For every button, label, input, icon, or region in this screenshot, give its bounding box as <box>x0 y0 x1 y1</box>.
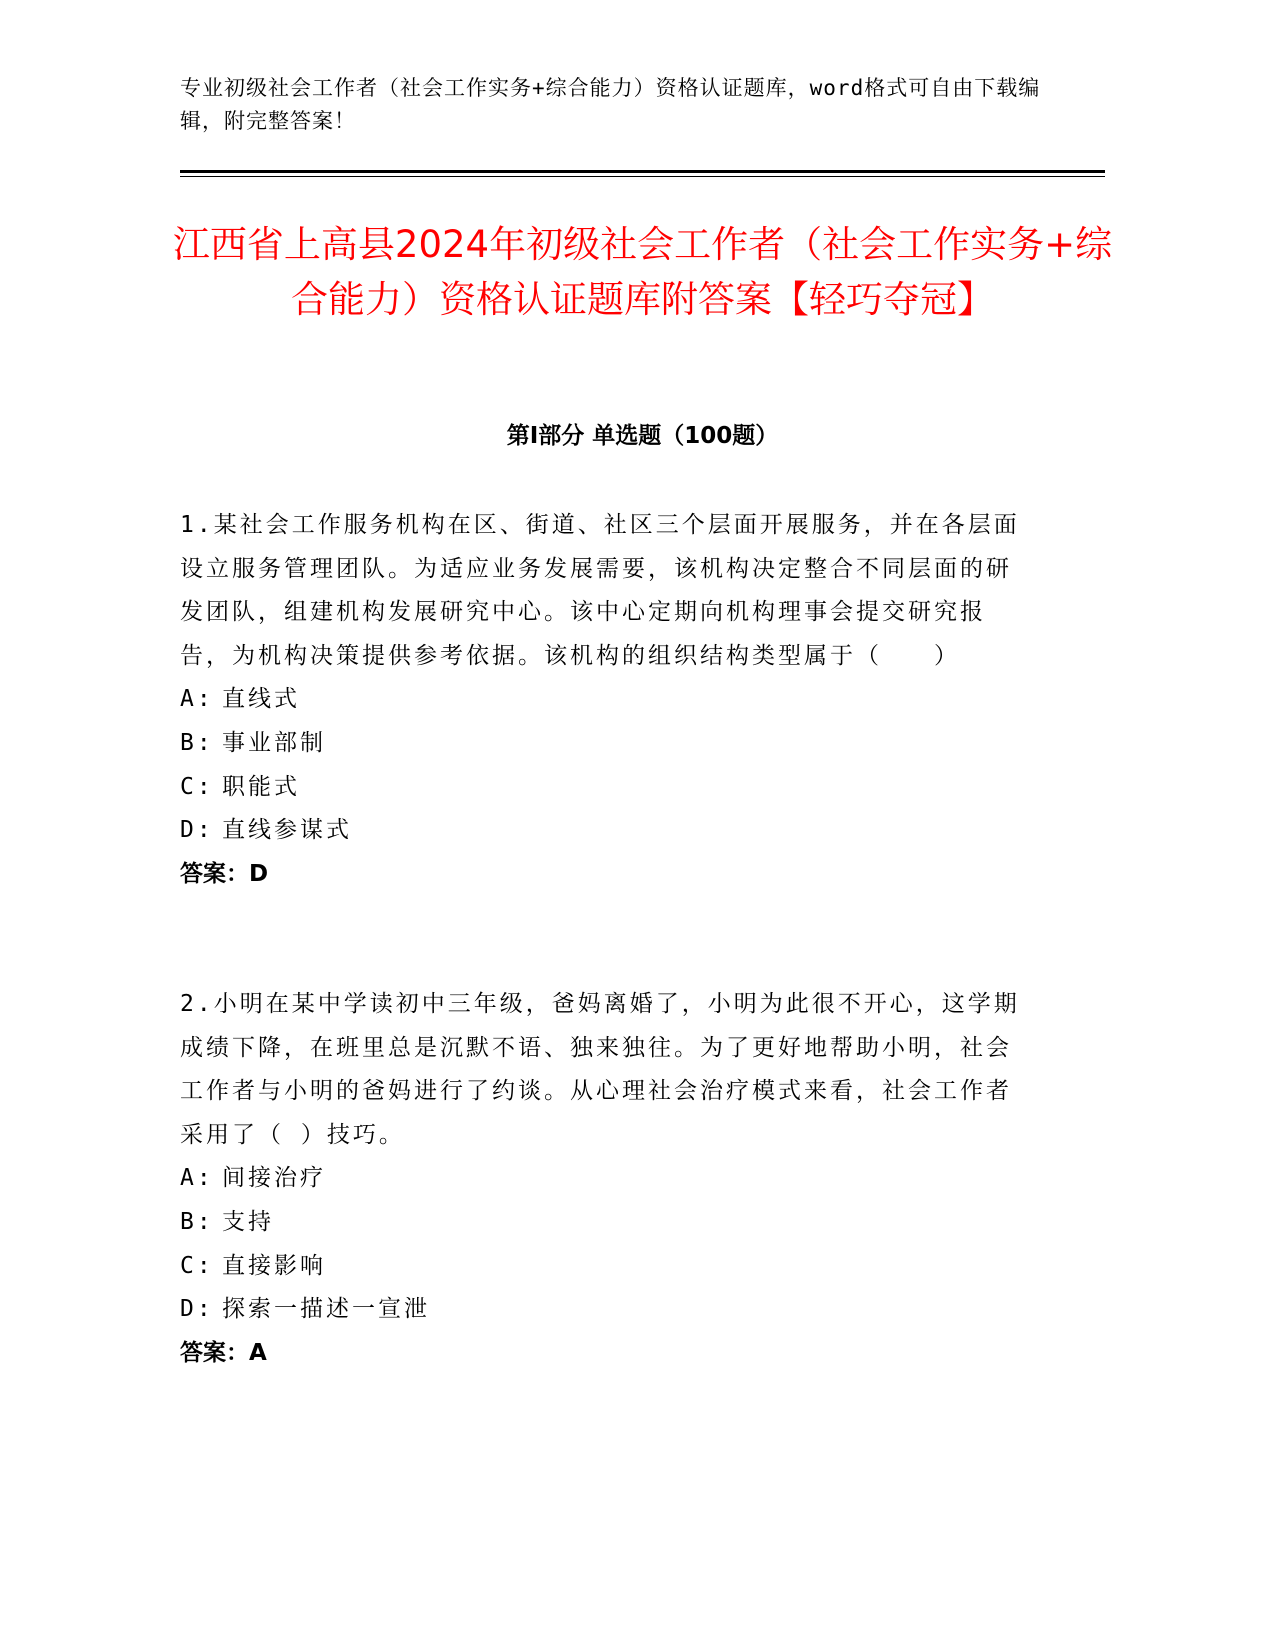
option-d <box>180 809 1030 853</box>
option-d <box>180 1288 1030 1332</box>
option-letter: D: <box>180 1296 214 1323</box>
option-letter: B: <box>180 1208 214 1235</box>
option-b <box>180 1201 1030 1245</box>
option-text: 直线式 <box>222 686 300 713</box>
question-2 <box>180 983 1030 1375</box>
option-letter: C: <box>180 773 214 800</box>
question-text: 1.某社会工作服务机构在区、街道、社区三个层面开展服务，并在各层面设立服务管理团队。为适应业务发展需要，该机构决定整合不同层面的研发团队，组建机构发展研究中心。该中心定期向机构理事会提交研究报告，为机构决策提供参考依据。该机构的组织结构类型属于（ ） <box>180 512 1020 669</box>
document-title: 江西省上高县2024年初级社会工作者（社会工作实务+综合能力）资格认证题库附答案【轻巧夺冠】 <box>172 223 1113 321</box>
option-text: 探索一描述一宣泄 <box>222 1296 430 1323</box>
answer-label: 答案：D <box>180 860 269 887</box>
option-text: 支持 <box>222 1208 274 1235</box>
section-title: 第Ⅰ部分 单选题（100题） <box>506 423 779 449</box>
header-divider-thin <box>180 176 1105 177</box>
option-a <box>180 678 1030 722</box>
option-text: 直接影响 <box>222 1252 326 1279</box>
option-letter: C: <box>180 1252 214 1279</box>
option-text: 职能式 <box>222 773 300 800</box>
option-b <box>180 722 1030 766</box>
option-c <box>180 1245 1030 1289</box>
option-letter: D: <box>180 817 214 844</box>
question-1 <box>180 504 1030 896</box>
option-letter: A: <box>180 686 214 713</box>
option-text: 事业部制 <box>222 729 326 756</box>
question-text: 2.小明在某中学读初中三年级，爸妈离婚了，小明为此很不开心，这学期成绩下降，在班里总是沉默不语、独来独往。为了更好地帮助小明，社会工作者与小明的爸妈进行了约谈。从心理社会治疗模式来看，社会工作者采用了（ ）技巧。 <box>180 991 1020 1148</box>
option-a <box>180 1157 1030 1201</box>
header-divider-thick <box>180 170 1105 173</box>
option-text: 直线参谋式 <box>222 817 352 844</box>
header-note: 专业初级社会工作者（社会工作实务+综合能力）资格认证题库，word格式可自由下载编辑，附完整答案！ <box>180 76 1041 133</box>
option-letter: B: <box>180 729 214 756</box>
option-c <box>180 766 1030 810</box>
answer-label: 答案：A <box>180 1339 267 1366</box>
option-text: 间接治疗 <box>222 1165 326 1192</box>
option-letter: A: <box>180 1165 214 1192</box>
